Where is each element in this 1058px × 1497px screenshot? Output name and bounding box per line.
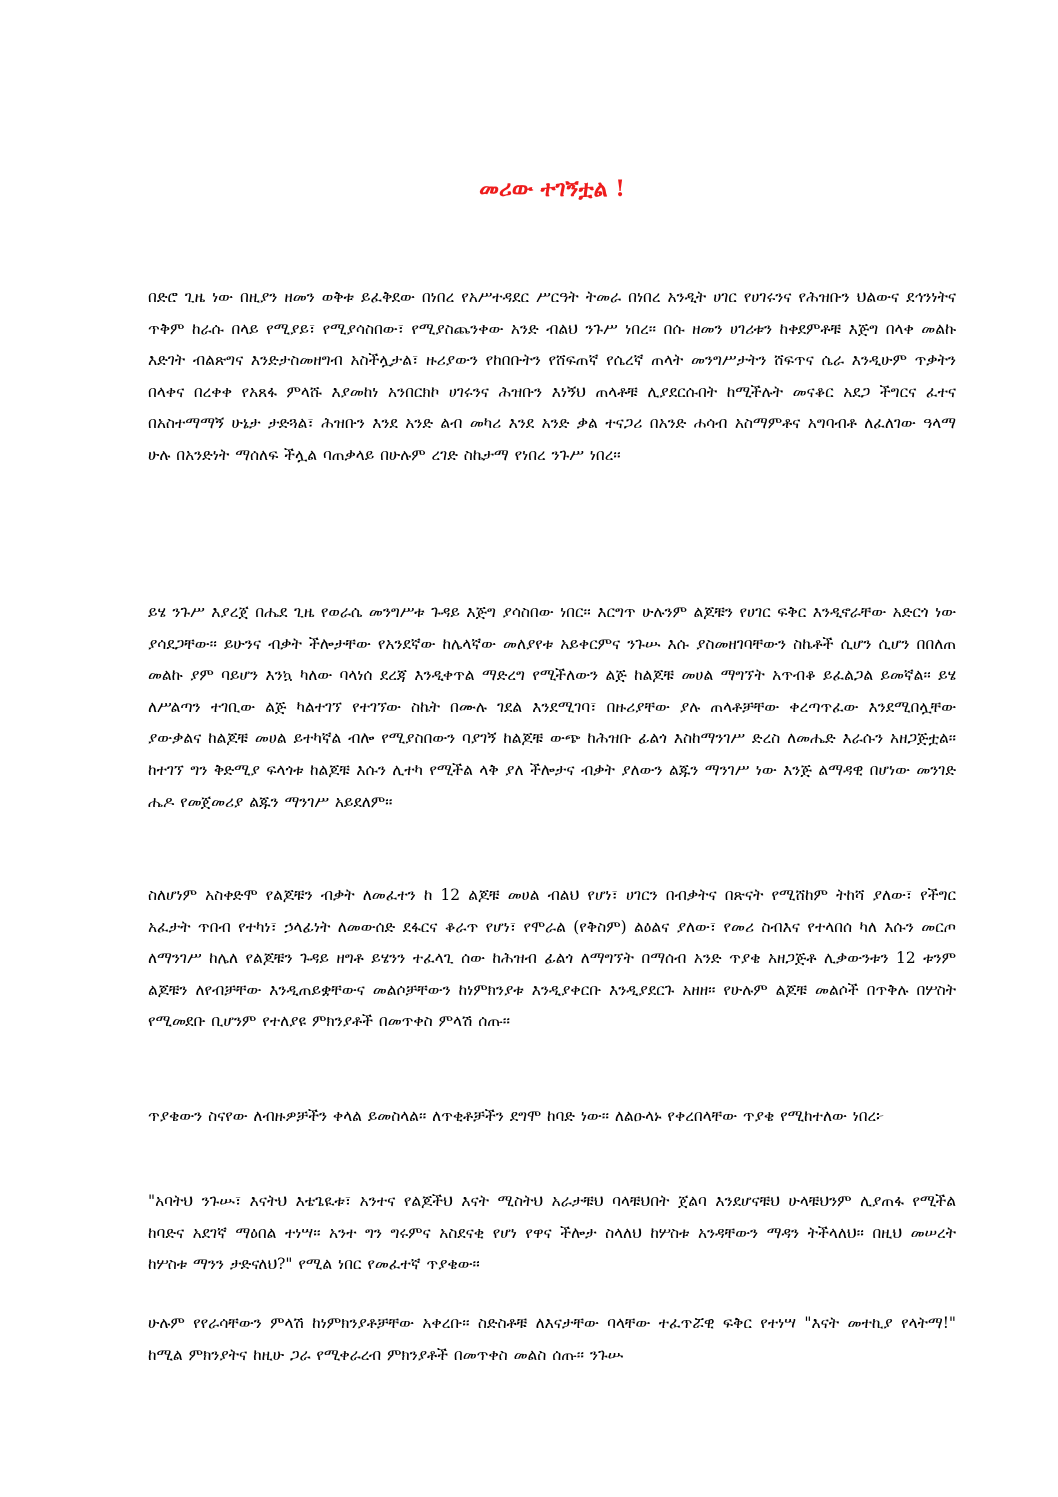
paragraph-5-question: "አባትህ ንጉሡ፣ እናትህ እቴጌዪቱ፣ አንተና የልጆችህ እናት ሚስትህ አራታቹህ ባላቹህበት ጀልባ እንደሆናቹህ ሁላቹህንም ሊያጠፋ የሚችል ከባድና አደገኛ ማዕበል ተነሣ፡፡ አንተ ግን ግሩምና አስደናቂ የሆነ የዋና ችሎታ ስላለህ ከሦስቱ አንዳቸውን ማዳን ትችላለህ፡፡ በዚህ መሠረት ከሦስቱ ማንን ታድናለህ?" የሚል ነበር የመፈተኛ ጥያቄው፡፡ bbox=[148, 1192, 956, 1274]
paragraph-4: ጥያቄውን ስናየው ለብዙዎቻችን ቀላል ይመስላል፡፡ ለጥቂቶቻችን ደግሞ ከባድ ነው፡፡ ለልዑላኑ የቀረበላቸው ጥያቄ የሚከተለው ነበረ፦ bbox=[148, 1107, 885, 1125]
paragraph-1: በድሮ ጊዜ ነው በዚያን ዘመን ወቅቱ ይፈቅደው በነበረ የአሥተዳደር ሥርዓት ትመራ በነበረ አንዲት ሀገር የሀገሩንና የሕዝቡን ህልውና ደኅንነትና ጥቅም ከራሱ በላይ የሚያይ፣ የሚያሳስበው፣ የሚያስጨንቀው አንድ ብልህ ንጉሥ ነበረ፡፡ በሱ ዘመን ሀገሪቱን ከቀደምቶቹ እጅግ በላቀ መልኩ እድገት ብልጽግና እንድታስመዘግብ አስችሏታል፣ ዙሪያውን የከበቡትን የሸፍጠኛ የሴረኛ ጠላት መንግሥታትን ሸፍጥና ሴራ እንዲሁም ጥቃትን በላቀና በረቀቀ የአጸፋ ምላሹ እያመከነ አንበርክኮ ሀገሩንና ሕዝቡን እነኝህ ጠላቶቹ ሊያደርሱበት ከሚችሉት መናቆር አደጋ ችግርና ፈተና በአስተማማኝ ሁኔታ ታድጓል፣ ሕዝቡን እንደ አንድ ልብ መካሪ እንደ አንድ ቃል ተናጋሪ በአንድ ሐሳብ አስማምቶና አግባብቶ ለፈለገው ዓላማ ሁሉ በአንድነት ማሰለፍ ችሏል ባጠቃላይ በሁሉም ረገድ ስኬታማ የነበረ ንጉሥ ነበረ፡፡ bbox=[148, 288, 956, 464]
paragraph-2: ይሄ ንጉሥ እያረጀ በሔደ ጊዜ የወራሴ መንግሥቱ ጉዳይ እጅግ ያሳስበው ነበር፡፡ እርግጥ ሁሉንም ልጆቹን የሀገር ፍቅር እንዲኖራቸው አድርጎ ነው ያሳደጋቸው፡፡ ይሁንና ብቃት ችሎታቸው የአንደኛው ከሌላኛው መለያየቱ አይቀርምና ንጉሡ እሱ ያስመዘገባቸውን ስኬቶች ሲሆን ሲሆን በበለጠ መልኩ ያም ባይሆን እንኳ ካለው ባላነሰ ደረጃ እንዲቀጥል ማድረግ የሚችለውን ልጅ ከልጆቹ መሀል ማግኘት አጥብቆ ይፈልጋል ይመኛል፡፡ ይሄ ለሥልጣን ተገቢው ልጅ ካልተገኘ የተገኘው ስኬት በሙሉ ገደል እንደሚገባ፣ በዙሪያቸው ያሉ ጠላቶቻቸው ቀረጣጥፈው እንደሚበሏቸው ያውቃልና ከልጆቹ መሀል ይተካኛል ብሎ የሚያስበውን ባያገኝ ከልጆቹ ውጭ ከሕዝቡ ፊልጎ እስከማንገሥ ድረስ ለመሔድ እራሱን አዘጋጅቷል፡፡ ከተገኘ ግን ቅድሚያ ፍላጎቱ ከልጆቹ እሱን ሊተካ የሚችል ላቅ ያለ ችሎታና ብቃት ያለውን ልጁን ማንገሥ ነው እንጅ ልማዳዊ በሆነው መንገድ ሔዶ የመጀመሪያ ልጁን ማንገሥ አይደለም፡፡ bbox=[148, 603, 956, 811]
page-title: መሪው ተገኝቷል ! bbox=[479, 176, 625, 202]
paragraph-6: ሁሉም የየራሳቸውን ምላሽ ከነምክንያቶቻቸው አቀረቡ፡፡ ስድስቶቹ ለእናታቸው ባላቸው ተፈጥሯዊ ፍቅር የተነሣ "እናት መተኪያ የላትማ!" ከሚል ምክንያትና ከዚሁ ጋራ የሚቀራረብ ምክንያቶች በመጥቀስ መልስ ሰጡ፡፡ ንጉሡ bbox=[148, 1314, 956, 1364]
paragraph-3: ስለሆነም አስቀድሞ የልጆቹን ብቃት ለመፈተን ከ 12 ልጆቹ መሀል ብልህ የሆነ፣ ሀገርን በብቃትና በጽናት የሚሸከም ትከሻ ያለው፣ የችግር አፈታት ጥበብ የተካነ፣ ኃላፊነት ለመውሰድ ደፋርና ቆራጥ የሆነ፣ የሞራል (የቅስም) ልዕልና ያለው፣ የመሪ ስብእና የተላበሰ ካለ እሱን መርጦ ለማንገሥ ከሌለ የልጆቹን ጉዳይ ዘግቶ ይሄንን ተፈላጊ ሰው ከሕዝብ ፊልጎ ለማግኘት በማሰብ አንድ ጥያቄ አዘጋጅቶ ሊቃውንቱን 12 ቱንም ልጆቹን ለየብቻቸው እንዲጠይቋቸውና መልሶቻቸውን ከነምክንያቱ እንዲያቀርቡ እንዲያደርጉ አዘዘ፡፡ የሁሉም ልጆቹ መልሶች በጥቅሉ በሦስት የሚመደቡ ቢሆንም የተለያዩ ምክንያቶች በመጥቀስ ምላሽ ሰጡ፡፡ bbox=[148, 886, 956, 1031]
